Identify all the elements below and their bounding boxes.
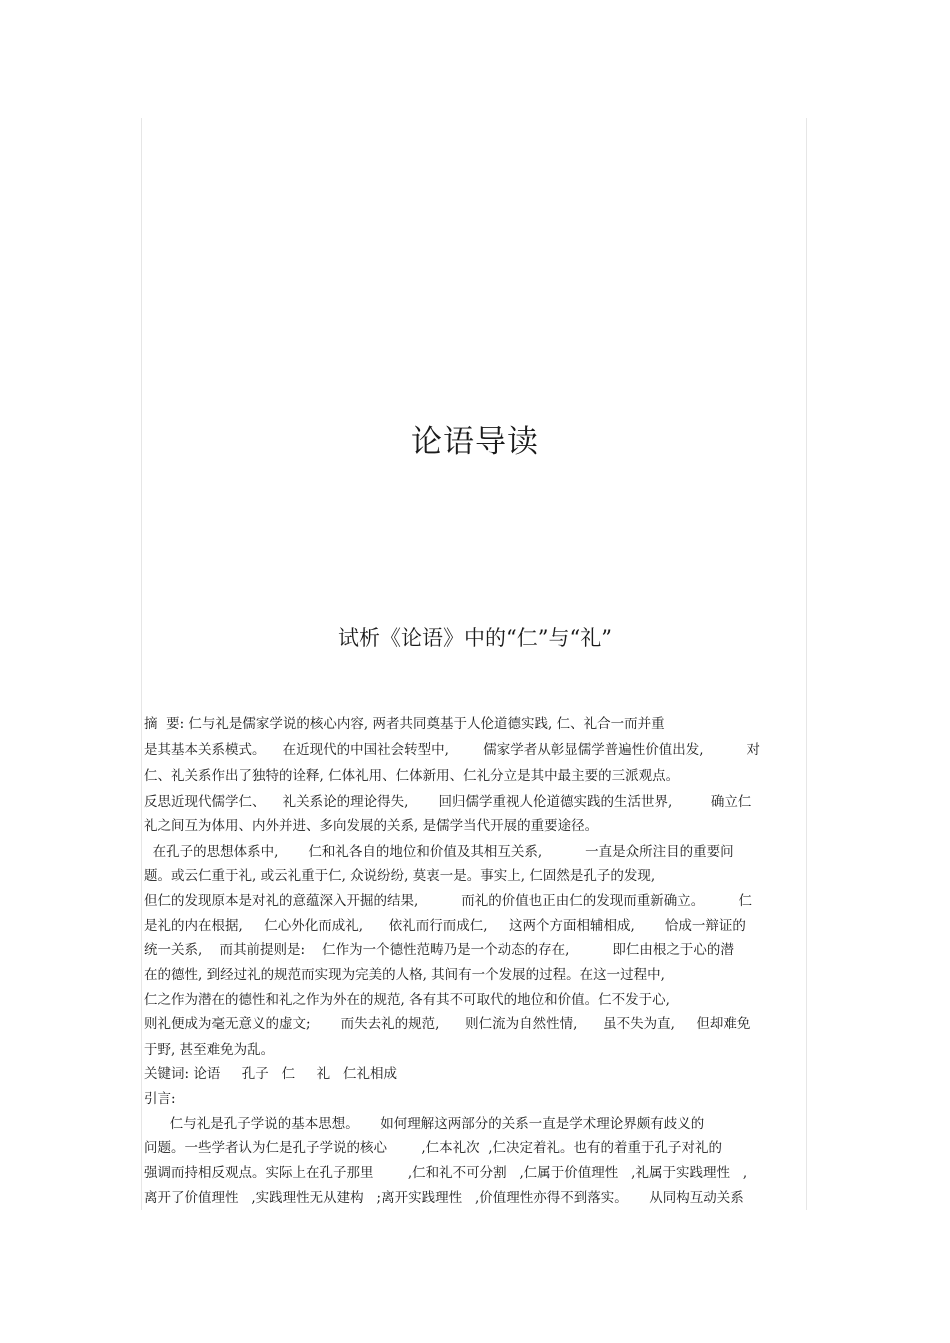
body-line: 但仁的发现原本是对礼的意蕴深入开掘的结果, 而礼的价值也正由仁的发现而重新确立。 仁 (144, 893, 753, 909)
document-subtitle: 试析《论语》中的“仁”与“礼” (338, 626, 612, 650)
abstract-line: 是其基本关系模式。 在近现代的中国社会转型中, 儒家学者从彰显儒学普遍性价值出发, 对 (144, 742, 760, 758)
body-line: 统一关系, 而其前提则是: 仁作为一个德性范畴乃是一个动态的存在, 即仁由根之于心的潜 (144, 942, 734, 958)
abstract-line: 礼之间互为体用、内外并进、多向发展的关系, 是儒学当代开展的重要途径。 (144, 818, 599, 834)
keywords-line: 关键词: 论语 孔子 仁 礼 仁礼相成 (144, 1066, 397, 1082)
body-line: 则礼便成为毫无意义的虚文; 而失去礼的规范, 则仁流为自然性情, 虽不失为直, 但却难免 (144, 1016, 751, 1032)
abstract-line: 反思近现代儒学仁、 礼关系论的理论得失, 回归儒学重视人伦道德实践的生活世界, 确立仁 (144, 794, 752, 810)
body-line: 于野, 甚至难免为乱。 (144, 1042, 275, 1058)
abstract-line: 摘 要: 仁与礼是儒家学说的核心内容, 两者共同奠基于人伦道德实践, 仁、礼合一而并重 (144, 716, 665, 732)
intro-line: 强调而持相反观点。实际上在孔子那里 ,仁和礼不可分割 ,仁属于价值理性 ,礼属于实践理性 , (144, 1165, 748, 1181)
intro-line: 问题。一些学者认为仁是孔子学说的核心 ,仁本礼次 ,仁决定着礼。也有的着重于孔子对礼的 (144, 1140, 722, 1156)
body-line: 是礼的内在根据, 仁心外化而成礼, 依礼而行而成仁, 这两个方面相辅相成, 恰成一辩证的 (144, 918, 746, 934)
document-title: 论语导读 (411, 424, 539, 460)
body-line: 在的德性, 到经过礼的规范而实现为完美的人格, 其间有一个发展的过程。在这一过程中, (144, 967, 665, 983)
body-line: 仁之作为潜在的德性和礼之作为外在的规范, 各有其不可取代的地位和价值。仁不发于心, (144, 992, 670, 1008)
body-line: 在孔子的思想体系中, 仁和礼各自的地位和价值及其相互关系, 一直是众所注目的重要问 (144, 844, 734, 860)
body-line: 题。或云仁重于礼, 或云礼重于仁, 众说纷纷, 莫衷一是。事实上, 仁固然是孔子的发现, (144, 868, 656, 884)
intro-heading: 引言: (144, 1091, 176, 1107)
intro-line: 仁与礼是孔子学说的基本思想。 如何理解这两部分的关系一直是学术理论界颇有歧义的 (144, 1116, 705, 1132)
abstract-line: 仁、礼关系作出了独特的诠释, 仁体礼用、仁体新用、仁礼分立是其中最主要的三派观点。 (144, 768, 680, 784)
intro-line: 离开了价值理性 ,实践理性无从建构 ;离开实践理性 ,价值理性亦得不到落实。 从同构互动关系 (144, 1190, 744, 1206)
